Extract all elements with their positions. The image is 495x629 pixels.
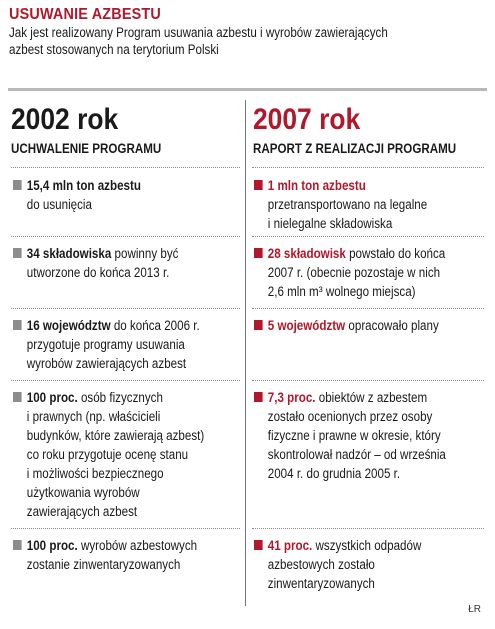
square-bullet-icon: [13, 392, 22, 402]
item-highlight: 16 województw: [26, 318, 111, 333]
left-item: [13, 536, 197, 574]
left-item: [13, 176, 141, 214]
left-item: [13, 388, 204, 521]
row-separator: [252, 236, 484, 237]
left-year: 2002 rok: [11, 103, 119, 136]
item-text: powinny być: [111, 246, 179, 261]
square-bullet-icon: [254, 540, 263, 550]
item-highlight: 1 mln ton azbestu: [267, 178, 366, 193]
item-text-line: do usunięcia: [26, 197, 92, 212]
left-item: [13, 244, 178, 282]
square-bullet-icon: [254, 320, 263, 330]
item-text: obiektów z azbestem: [315, 390, 428, 405]
item-highlight: 100 proc.: [26, 538, 78, 553]
item-text-line: co roku przygotuje ocenę stanu: [26, 447, 189, 462]
item-text-line: utworzone do końca 2013 r.: [26, 265, 170, 280]
item-text: powstało do końca: [345, 246, 446, 261]
item-text-line: zostanie zinwentaryzowanych: [26, 557, 181, 572]
right-item: [254, 536, 421, 593]
subtitle-line-1: Jak jest realizowany Program usuwania azbestu i wyrobów zawierających: [9, 25, 388, 40]
item-text-line: 2007 r. (obecnie pozostaje w nich: [267, 265, 441, 280]
item-text-line: użytkowania wyrobów: [26, 485, 140, 500]
left-heading: UCHWALENIE PROGRAMU: [11, 141, 162, 156]
square-bullet-icon: [254, 180, 263, 190]
square-bullet-icon: [13, 540, 22, 550]
page-title: USUWANIE AZBESTU: [9, 6, 161, 23]
item-text-line: i prawnych (np. właścicieli: [26, 409, 161, 424]
item-text: wyrobów azbestowych: [77, 538, 198, 553]
item-text-line: zostało ocenionych przez osoby: [267, 409, 433, 424]
item-text-line: wyrobów zawierających azbest: [26, 356, 187, 371]
author-credit: ŁR: [468, 604, 481, 615]
square-bullet-icon: [254, 248, 263, 258]
left-item: [13, 316, 200, 373]
item-text-line: zinwentaryzowanych: [267, 576, 375, 591]
right-heading: RAPORT Z REALIZACJI PROGRAMU: [253, 141, 457, 156]
item-highlight: 7,3 proc.: [267, 390, 316, 405]
right-column-header: [253, 104, 489, 158]
column-divider: [245, 100, 246, 606]
square-bullet-icon: [13, 180, 22, 190]
right-item: [254, 176, 427, 233]
item-text: wszystkich odpadów: [312, 538, 422, 553]
row-separator: [252, 167, 484, 168]
subtitle-line-2: azbest stosowanych na terytorium Polski: [9, 42, 219, 57]
left-column-header: [11, 104, 186, 158]
row-separator: [11, 528, 240, 529]
item-highlight: 100 proc.: [26, 390, 78, 405]
item-text-line: fizyczne i prawne w okresie, który: [267, 428, 441, 443]
item-highlight: 34 składowiska: [26, 246, 112, 261]
header-rule: [8, 88, 487, 91]
right-item: [254, 244, 445, 301]
square-bullet-icon: [13, 248, 22, 258]
header: [9, 6, 487, 58]
item-highlight: 15,4 mln ton azbestu: [26, 178, 141, 193]
right-item: [254, 388, 446, 483]
row-separator: [11, 167, 240, 168]
row-separator: [252, 308, 484, 309]
right-year: 2007 rok: [253, 103, 361, 136]
row-separator: [11, 236, 240, 237]
item-text-line: 2004 r. do grudnia 2005 r.: [267, 466, 401, 481]
square-bullet-icon: [254, 392, 263, 402]
item-text-line: 2,6 mln m³ wolnego miejsca): [267, 284, 416, 299]
item-text-line: przygotuje programy usuwania: [26, 337, 185, 352]
item-text: osób fizycznych: [77, 390, 163, 405]
item-text-line: i możliwości bezpiecznego: [26, 466, 164, 481]
square-bullet-icon: [13, 320, 22, 330]
row-separator: [252, 380, 484, 381]
row-separator: [11, 308, 240, 309]
row-separator: [252, 528, 484, 529]
right-item: [254, 316, 439, 335]
item-text-line: i nielegalne składowiska: [267, 216, 393, 231]
row-separator: [11, 380, 240, 381]
item-text: opracowało plany: [345, 318, 439, 333]
item-text-line: budynków, które zawierają azbest): [26, 428, 205, 443]
item-highlight: 28 składowisk: [267, 246, 346, 261]
item-text-line: skontrolował nadzór – od września: [267, 447, 446, 462]
item-text-line: przetransportowano na legalne: [267, 197, 428, 212]
item-text-line: zawierających azbest: [26, 504, 138, 519]
item-highlight: 5 województw: [267, 318, 346, 333]
item-highlight: 41 proc.: [267, 538, 313, 553]
item-text-line: azbestowych zostało: [267, 557, 375, 572]
item-text: do końca 2006 r.: [110, 318, 200, 333]
